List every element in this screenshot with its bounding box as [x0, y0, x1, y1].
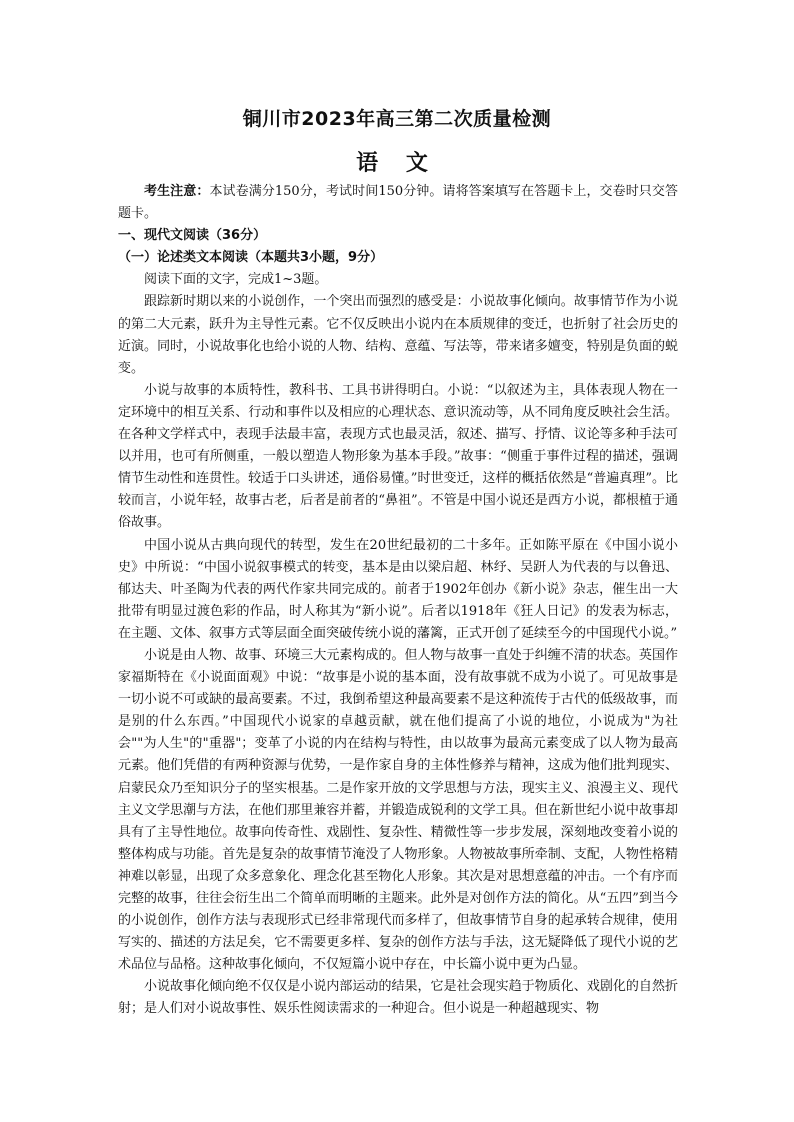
notice-text: 本试卷满分150分，考试时间150分钟。请将答案填写在答题卡上，交卷时只交答题卡。	[118, 184, 678, 222]
notice-label: 考生注意：	[144, 184, 210, 199]
subsection-heading: （一）论述类文本阅读（本题共3小题，9分）	[118, 250, 384, 266]
paragraph-4: 小说是由人物、故事、环境三大元素构成的。但人物与故事一直处于纠缠不清的状态。英国作家福斯特在《小说面面观》中说：“故事是小说的基本面，没有故事就不成为小说了。可见故事是一切小说不可或缺的最高要素。不过，我倒希望这种最高要素不是这种流传于古代的低级故事，而是别的什么东西。”中国现代小说家的卓越贡献，就在他们提高了小说的地位，小说成为"为社会""为人生"的"重器"；变革了小说的内在结构与特性，由以故事为最高元素变成了以人物为最高元素。他们凭借的有两种资源与优势，一是作家自身的主体性修养与精神，这成为他们批判现实、启蒙民众乃至知识分子的坚实根基。二是作家开放的文学思想与方法，现实主义、浪漫主义、现代主义文学思潮与方法，在他们那里兼容并蓄，并锻造成锐利的文学工具。但在新世纪小说中故事却具有了主导性地位。故事向传奇性、戏剧性、复杂性、精微性等一步步发展，深刻地改变着小说的整体构成与功能。首先是复杂的故事情节淹没了人物形象。人物被故事所牵制、支配，人物性格精神难以彰显，出现了众多意象化、理念化甚至物化人形象。其次是对思想意蕴的冲击。一个有序而完整的故事，往往会衍生出二个简单而明晰的主题来。此外是对创作方法的简化。从“五四”到当今的小说创作，创作方法与表现形式已经非常现代而多样了，但故事情节自身的起承转合规律，使用写实的、描述的方法足矣，它不需要更多样、复杂的创作方法与手法，这无疑降低了现代小说的艺术品位与品格。这种故事化倾向，不仅短篇小说中存在，中长篇小说中更为凸显。	[118, 647, 678, 973]
paragraph-2: 小说与故事的本质特性，教科书、工具书讲得明白。小说：“以叙述为主，具体表现人物在一定环境中的相互关系、行动和事件以及相应的心理状态、意识流动等，从不同角度反映社会生活。在各种文学样式中，表现手法最丰富，表现方式也最灵活，叙述、描写、抒情、议论等多种手法可以并用，也可有所侧重，一般以塑造人物形象为基本手段。”故事：“侧重于事件过程的描述，强调情节生动性和连贯性。较适于口头讲述，通俗易懂。”时世变迁，这样的概括依然是“普遍真理”。比较而言，小说年轻，故事古老，后者是前者的“鼻祖”。不管是中国小说还是西方小说，都根植于通俗故事。	[118, 382, 678, 531]
subject-title: 语 文	[356, 151, 438, 176]
document-body	[118, 181, 678, 1021]
candidate-notice	[118, 181, 678, 225]
paragraph-3: 中国小说从古典向现代的转型，发生在20世纪最初的二十多年。正如陈平原在《中国小说小史》中所说：“中国小说叙事模式的转变，基本是由以梁启超、林纾、吴趼人为代表的与以鲁迅、郁达夫、叶圣陶为代表的两代作家共同完成的。前者于1902年创办《新小说》杂志，催生出一大批带有明显过渡色彩的作品，时人称其为“新小说”。后者以1918年《狂人日记》的发表为标志，在主题、文体、叙事方式等层面全面突破传统小说的藩篱，正式开创了延续至今的中国现代小说。”	[118, 537, 678, 641]
paragraph-5: 小说故事化倾向绝不仅仅是小说内部运动的结果，它是社会现实趋于物质化、戏剧化的自然折射；是人们对小说故事性、娱乐性阅读需求的一种迎合。但小说是一种超越现实、物	[118, 979, 678, 1017]
paragraph-1: 跟踪新时期以来的小说创作，一个突出而强烈的感受是：小说故事化倾向。故事情节作为小说的第二大元素，跃升为主导性元素。它不仅反映出小说内在本质规律的变迁，也折射了社会历史的近演。同时，小说故事化也给小说的人物、结构、意蕴、写法等，带来诸多嬗变，特别是负面的蜕变。	[118, 294, 678, 376]
section-heading: 一、现代文阅读（36分）	[118, 228, 267, 244]
exam-title: 铜川市2023年高三第二次质量检测	[242, 108, 552, 130]
reading-instruction: 阅读下面的文字，完成1~3题。	[144, 272, 328, 288]
